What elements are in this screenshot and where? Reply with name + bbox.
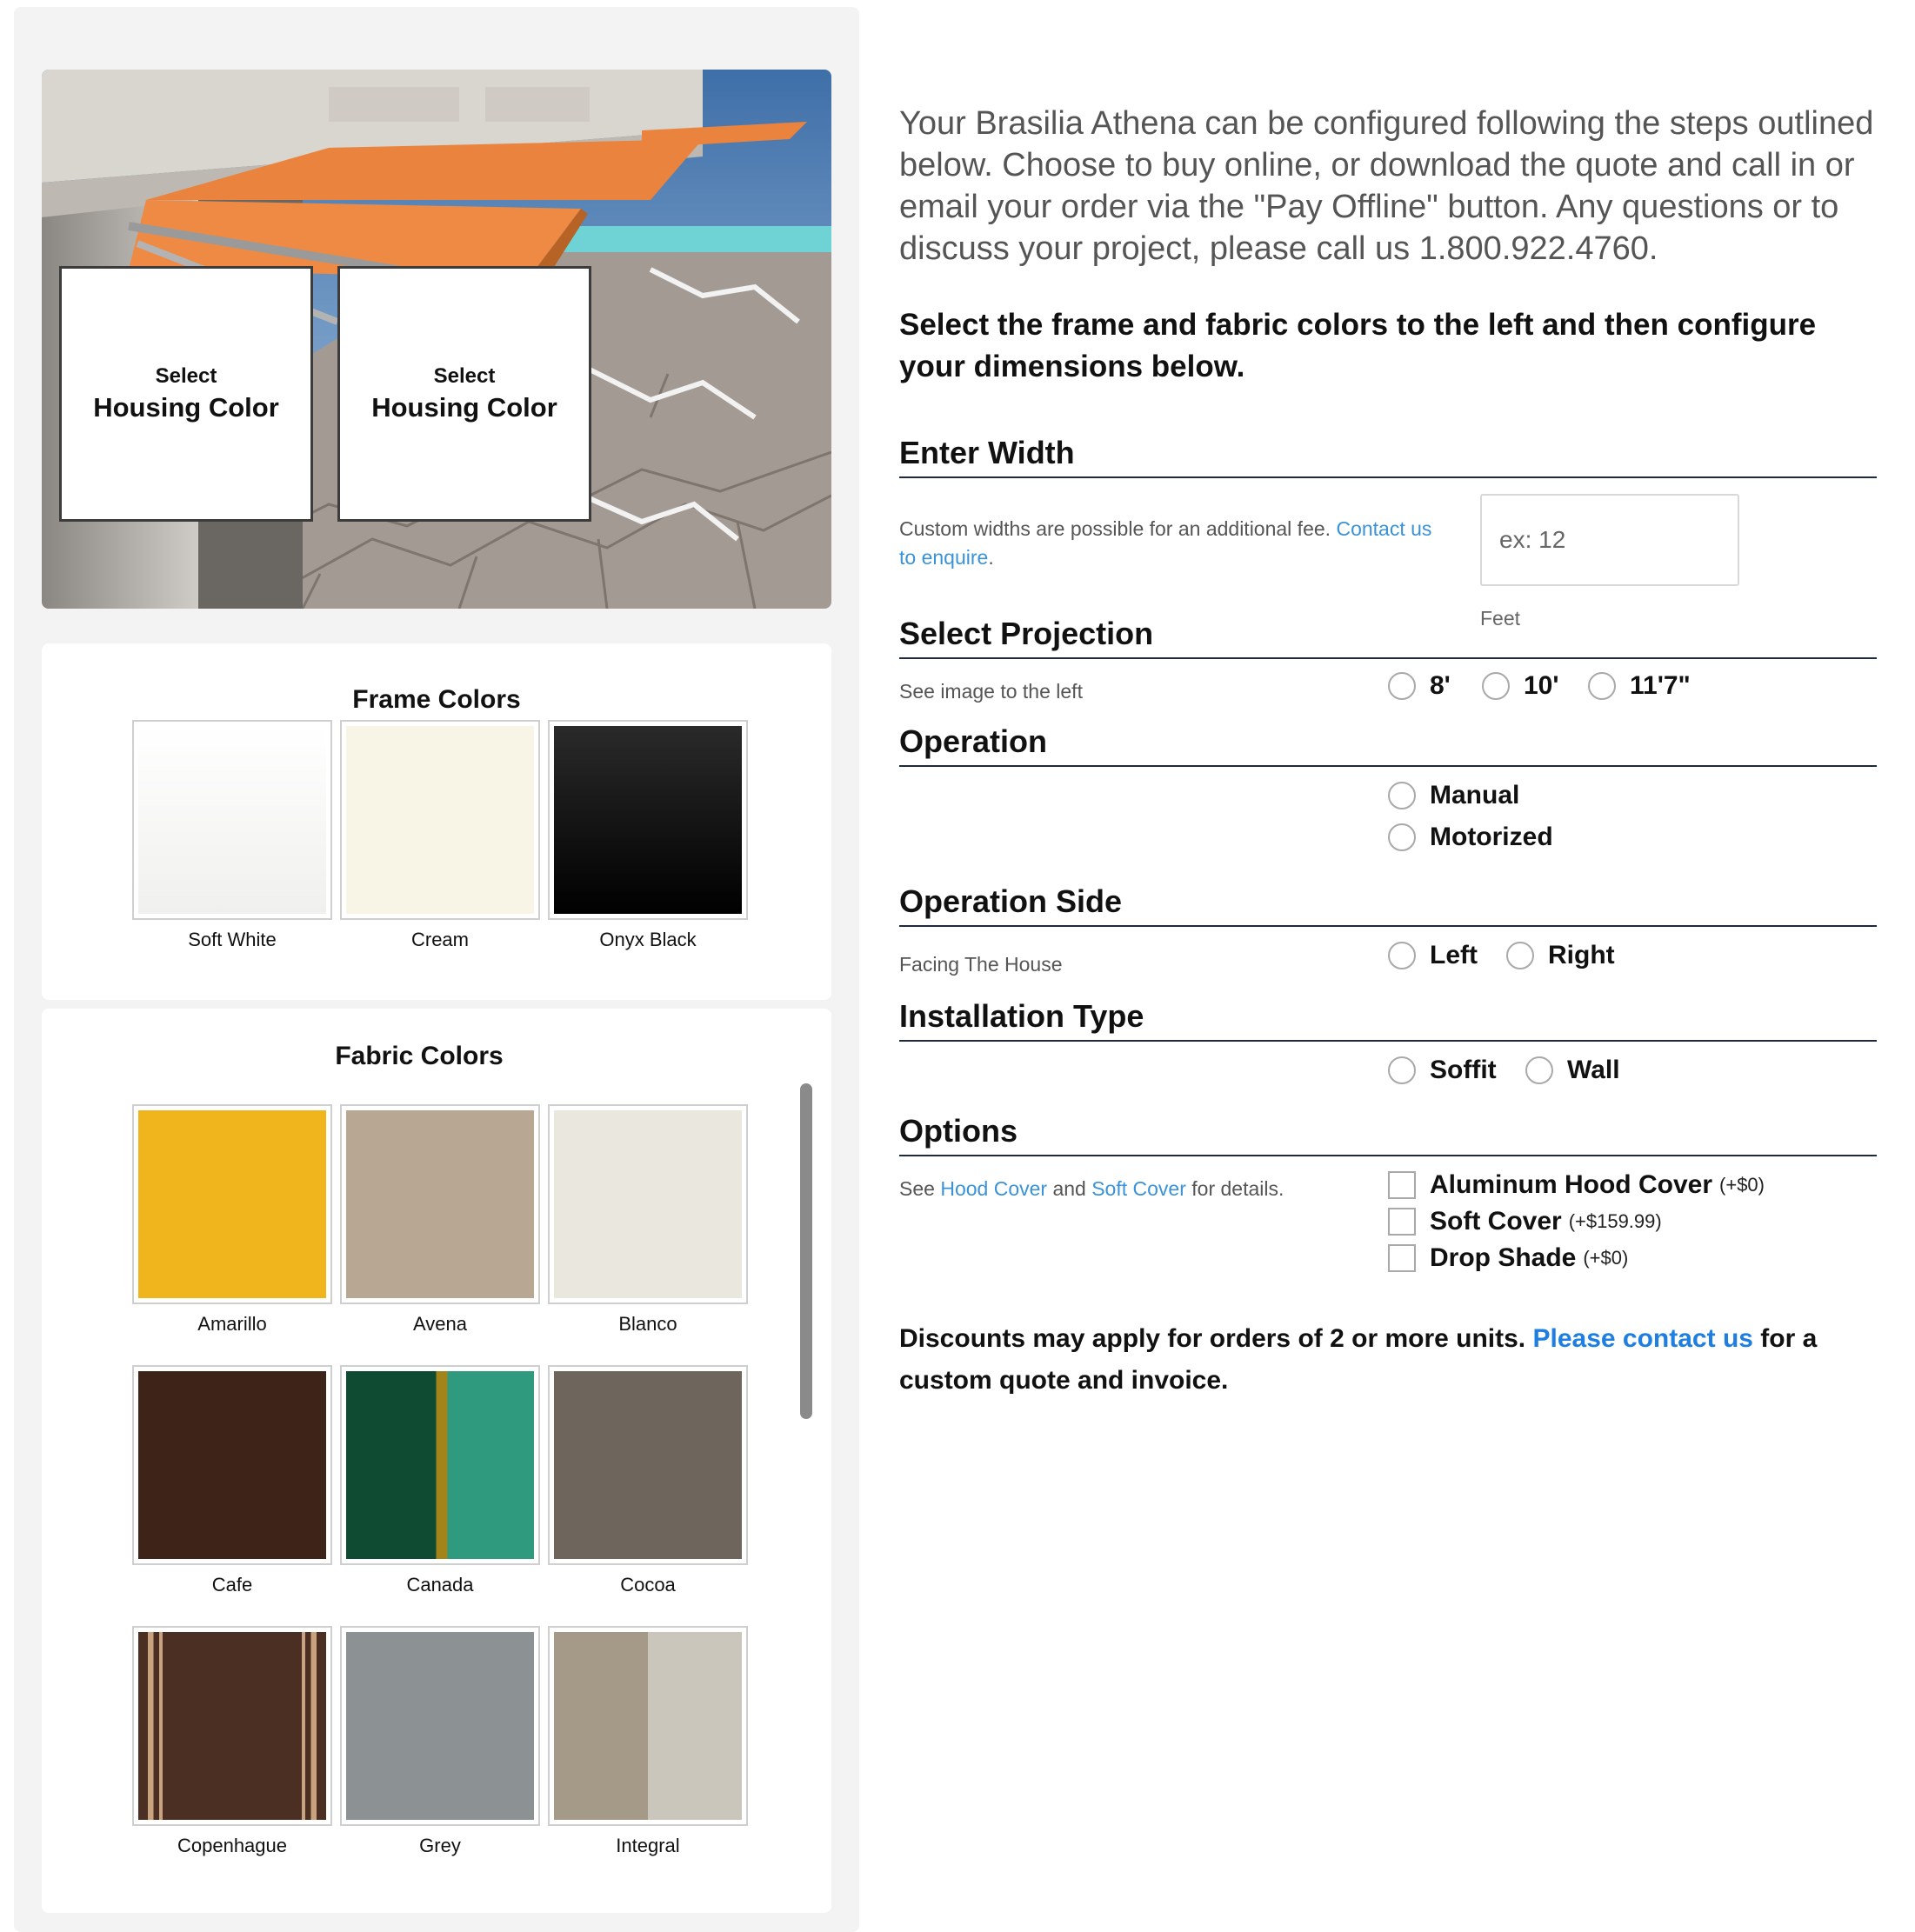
- frame-swatch-label: Soft White: [188, 929, 277, 950]
- installation-option-soffit[interactable]: [1388, 1056, 1497, 1085]
- copenhague-fill: [138, 1632, 326, 1820]
- discount-suffix: for a custom quote and invoice.: [899, 1324, 1818, 1395]
- avena-fill: [346, 1110, 534, 1298]
- select-label: Select: [433, 364, 496, 388]
- projection-option-11-7[interactable]: [1588, 671, 1691, 701]
- projection-option-8[interactable]: [1388, 671, 1451, 701]
- option-drop-shade[interactable]: [1388, 1243, 1628, 1273]
- options-helper-and: and: [1052, 1177, 1086, 1200]
- operation-side-heading: Operation Side: [899, 883, 1877, 927]
- option-checkbox[interactable]: [1388, 1171, 1416, 1199]
- options-heading: Options: [899, 1113, 1877, 1156]
- configuration-instructions: Select the frame and fabric colors to the left and then configure your dimensions below.: [899, 308, 1817, 383]
- fabric-colors-title: Fabric Colors: [335, 1042, 504, 1070]
- product-visual-column: [14, 7, 859, 1932]
- operation-side-radio[interactable]: [1388, 942, 1416, 969]
- projection-option-label[interactable]: 11'7": [1630, 671, 1691, 700]
- fabric-swatch-label: Blanco: [618, 1313, 677, 1335]
- fabric-swatch-label: Avena: [413, 1313, 467, 1335]
- options-helper-line: [899, 1177, 1284, 1201]
- operation-heading: Operation: [899, 723, 1877, 767]
- width-unit-label: Feet: [1480, 607, 1521, 630]
- option-label[interactable]: Aluminum Hood Cover: [1430, 1170, 1713, 1199]
- cocoa-fill: [554, 1371, 742, 1559]
- housing-color-title: Housing Color: [93, 392, 279, 423]
- frame-swatch-label: Cream: [410, 929, 469, 950]
- product-intro-text: Your Brasilia Athena can be configured following the steps outlined below. Choose to buy online, or download the quote and call in or email your order via the "Pay Offline" button. Any questions or to discuss your project, please call us 1.800.922.4760.: [899, 105, 1874, 267]
- width-helper-copy: Custom widths are possible for an additional fee.: [899, 517, 1331, 540]
- fabric-swatch-amarillo[interactable]: [132, 1104, 332, 1304]
- canada-fill: [346, 1371, 534, 1559]
- operation-side-radio[interactable]: [1506, 942, 1534, 969]
- cream-fill: [346, 726, 534, 914]
- operation-option-label[interactable]: Manual: [1430, 781, 1520, 809]
- operation-option-manual[interactable]: [1388, 781, 1519, 810]
- discount-note: [899, 1318, 1882, 1402]
- projection-option-label[interactable]: 10': [1524, 671, 1559, 700]
- operation-side-option-left[interactable]: [1388, 941, 1478, 970]
- operation-side-option-right[interactable]: [1506, 941, 1615, 970]
- option-label[interactable]: Drop Shade: [1430, 1243, 1577, 1272]
- installation-option-label[interactable]: Wall: [1567, 1056, 1620, 1084]
- fabric-swatch-cafe[interactable]: [132, 1365, 332, 1565]
- width-helper-text: [899, 515, 1447, 572]
- fabric-swatch-copenhague[interactable]: [132, 1626, 332, 1826]
- fabric-swatch-label: Integral: [616, 1835, 680, 1856]
- operation-side-helper-text: Facing The House: [899, 953, 1063, 976]
- projection-radio[interactable]: [1388, 672, 1416, 700]
- fabric-swatch-avena[interactable]: [340, 1104, 540, 1304]
- frame-swatch-soft-white[interactable]: [132, 720, 332, 920]
- amarillo-fill: [138, 1110, 326, 1298]
- fabric-swatch-integral[interactable]: [548, 1626, 748, 1826]
- projection-radio[interactable]: [1588, 672, 1616, 700]
- housing-color-select-card-1[interactable]: [59, 266, 313, 522]
- operation-option-label[interactable]: Motorized: [1430, 823, 1553, 851]
- housing-color-select-card-2[interactable]: [337, 266, 591, 522]
- soft-cover-link[interactable]: Soft Cover: [1091, 1177, 1186, 1200]
- frame-colors-title: Frame Colors: [352, 685, 521, 714]
- installation-radio[interactable]: [1525, 1056, 1553, 1084]
- fabric-swatch-canada[interactable]: [340, 1365, 540, 1565]
- cafe-fill: [138, 1371, 326, 1559]
- width-input[interactable]: [1480, 494, 1739, 586]
- fabric-colors-panel: [42, 1009, 831, 1913]
- housing-color-title: Housing Color: [371, 392, 557, 423]
- width-helper-period: .: [988, 546, 994, 569]
- fabric-swatch-grey[interactable]: [340, 1626, 540, 1826]
- fabric-swatch-label: Cocoa: [620, 1574, 676, 1596]
- fabric-swatch-label: Canada: [406, 1574, 474, 1596]
- fabric-swatch-cocoa[interactable]: [548, 1365, 748, 1565]
- fabric-swatch-label: Grey: [419, 1835, 461, 1856]
- operation-side-option-label[interactable]: Right: [1548, 941, 1615, 969]
- fabric-list-scrollbar[interactable]: [800, 1083, 812, 1419]
- option-soft-cover[interactable]: [1388, 1207, 1662, 1236]
- option-price: (+$0): [1583, 1247, 1629, 1269]
- integral-fill: [554, 1632, 742, 1820]
- soft-white-fill: [138, 726, 326, 914]
- option-price: (+$0): [1719, 1174, 1765, 1196]
- installation-option-wall[interactable]: [1525, 1056, 1620, 1085]
- installation-type-heading: Installation Type: [899, 998, 1877, 1042]
- operation-side-option-label[interactable]: Left: [1430, 941, 1478, 969]
- options-helper-prefix: See: [899, 1177, 935, 1200]
- select-label: Select: [155, 364, 217, 388]
- option-price: (+$159.99): [1568, 1210, 1662, 1232]
- option-checkbox[interactable]: [1388, 1208, 1416, 1236]
- frame-swatch-cream[interactable]: [340, 720, 540, 920]
- hood-cover-link[interactable]: Hood Cover: [940, 1177, 1048, 1200]
- operation-radio[interactable]: [1388, 823, 1416, 851]
- fabric-swatch-label: Cafe: [211, 1574, 253, 1596]
- frame-colors-panel: [42, 643, 831, 1000]
- projection-radio[interactable]: [1482, 672, 1510, 700]
- fabric-swatch-blanco[interactable]: [548, 1104, 748, 1304]
- grey-fill: [346, 1632, 534, 1820]
- option-checkbox[interactable]: [1388, 1244, 1416, 1272]
- operation-option-motorized[interactable]: [1388, 823, 1553, 852]
- contact-enquire-link[interactable]: Contact us to enquire: [899, 517, 1432, 569]
- installation-radio[interactable]: [1388, 1056, 1416, 1084]
- option-aluminum-hood-cover[interactable]: [1388, 1170, 1765, 1200]
- discount-prefix: Discounts may apply for orders of 2 or more units.: [899, 1324, 1526, 1353]
- fabric-swatch-label: Amarillo: [197, 1313, 267, 1335]
- options-helper-suffix: for details.: [1191, 1177, 1284, 1200]
- operation-radio[interactable]: [1388, 782, 1416, 809]
- frame-swatch-label: Onyx Black: [599, 929, 697, 950]
- fabric-swatch-label: Copenhague: [177, 1835, 287, 1856]
- projection-helper-text: See image to the left: [899, 680, 1083, 703]
- select-projection-heading: Select Projection: [899, 616, 1877, 659]
- contact-us-link[interactable]: Please contact us: [1532, 1324, 1753, 1353]
- frame-swatch-onyx-black[interactable]: [548, 720, 748, 920]
- blanco-fill: [554, 1110, 742, 1298]
- projection-option-10[interactable]: [1482, 671, 1559, 701]
- option-label[interactable]: Soft Cover: [1430, 1207, 1562, 1236]
- enter-width-heading: Enter Width: [899, 435, 1877, 478]
- projection-option-label[interactable]: 8': [1430, 671, 1451, 700]
- installation-option-label[interactable]: Soffit: [1430, 1056, 1497, 1084]
- onyx-black-fill: [554, 726, 742, 914]
